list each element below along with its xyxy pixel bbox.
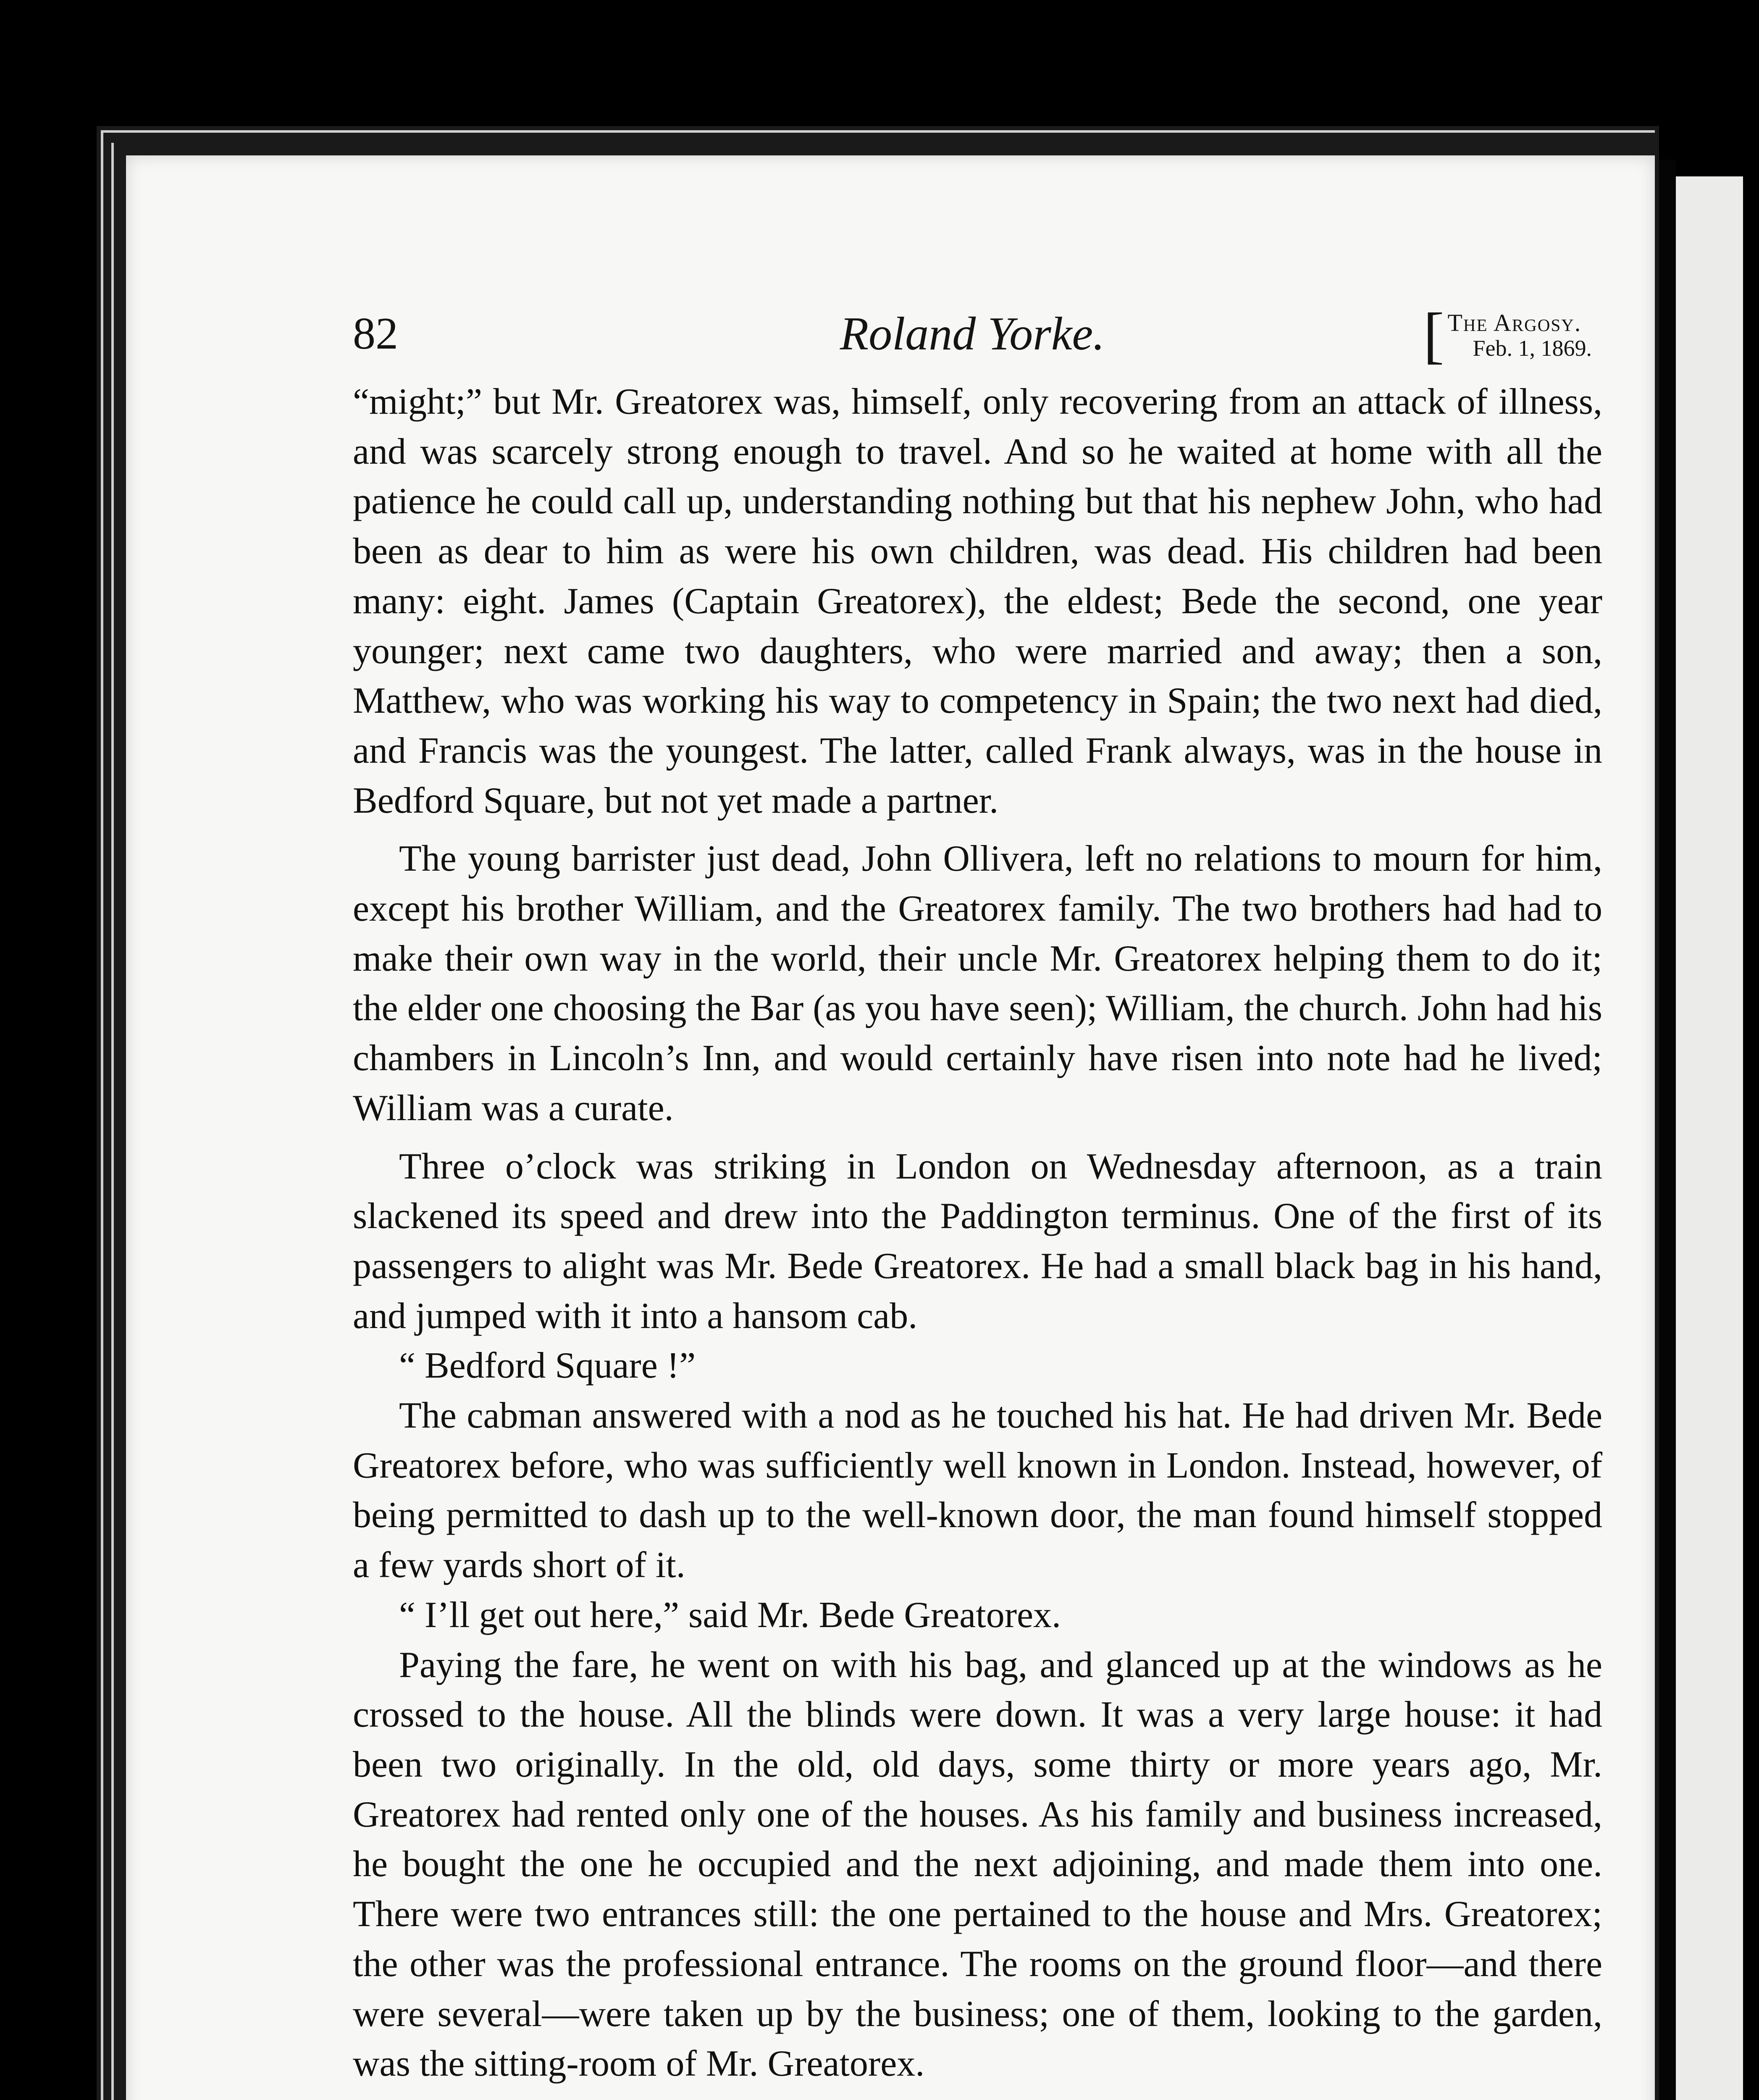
page-edge-line <box>111 143 114 2100</box>
page-number: 82 <box>353 309 398 359</box>
facing-page-edge <box>1676 176 1743 2100</box>
paragraph <box>353 2097 1602 2100</box>
paragraph: The young barrister just dead, John Ollivera, left no relations to mourn for him, except his brother William, and the Greatorex family. The two brothers had had to make their own way in the world, their uncle Mr. Greatorex helping them to do it; the elder one choosing the Bar (as you have seen); William, the church. John had his chambers in Lincoln’s Inn, and would certainly have risen into note had he lived; William was a curate. <box>353 838 1602 1129</box>
magazine-reference <box>1423 300 1592 370</box>
paragraph: “ Bedford Square !” <box>399 1345 696 1386</box>
magazine-name: The Argosy. <box>1447 309 1582 336</box>
paragraph: “ I’ll get out here,” said Mr. Bede Greatorex. <box>399 1594 1061 1635</box>
book-spine <box>1659 160 1676 2100</box>
page-header <box>353 300 1592 370</box>
bracket-glyph: [ <box>1423 300 1444 370</box>
running-title: Roland Yorke. <box>840 308 1105 360</box>
paragraph: “might;” but Mr. Greatorex was, himself, only recovering from an attack of illness, and was scarcely strong enough to travel. And so he waited at home with all the patience he could call up, understanding nothing but that his nephew John, who had been as dear to him as were his own children, was dead. His children had been many: eight. James (Captain Greatorex), the eldest; Bede the second, one year younger; next came two daughters, who were married and away; then a son, Matthew, who was working his way to competency in Spain; the two next had died, and Francis was the youngest. The latter, called Frank always, was in the house in Bedford Square, but not yet made a partner. <box>353 381 1602 821</box>
paragraph: Three o’clock was striking in London on Wednesday afternoon, as a train slackened its speed and drew into the Paddington terminus. One of the first of its passengers to alight was Mr. Bede Greatorex. He had a small black bag in his hand, and jumped with it into a hansom cab. <box>353 1146 1602 1336</box>
page-edge-line <box>101 130 1655 133</box>
paragraph: The cabman answered with a nod as he touched his hat. He had driven Mr. Bede Greatorex before, who was sufficiently well known in London. Instead, however, of being permitted to dash up to the well-known door, the man found himself stopped a few yards short of it. <box>353 1395 1602 1586</box>
paragraph: Paying the fare, he went on with his bag, and glanced up at the windows as he crossed to the house. All the blinds were down. It was a very large house: it had been two originally. In the old, old days, some thirty or more years ago, Mr. Greatorex had rented only one of the houses. As his family and business increased, he bought the one he occupied and the next adjoining, and made them into one. There were two entrances still: the one pertained to the house and Mrs. Greatorex; the other was the professional entrance. The rooms on the ground floor—and there were several—were taken up by the business; one of them, looking to the garden, was the sitting-room of Mr. Greatorex. <box>353 1644 1602 2084</box>
issue-date: Feb. 1, 1869. <box>1473 336 1592 361</box>
body-text <box>353 377 1602 2100</box>
page-edge-line <box>101 130 103 2100</box>
